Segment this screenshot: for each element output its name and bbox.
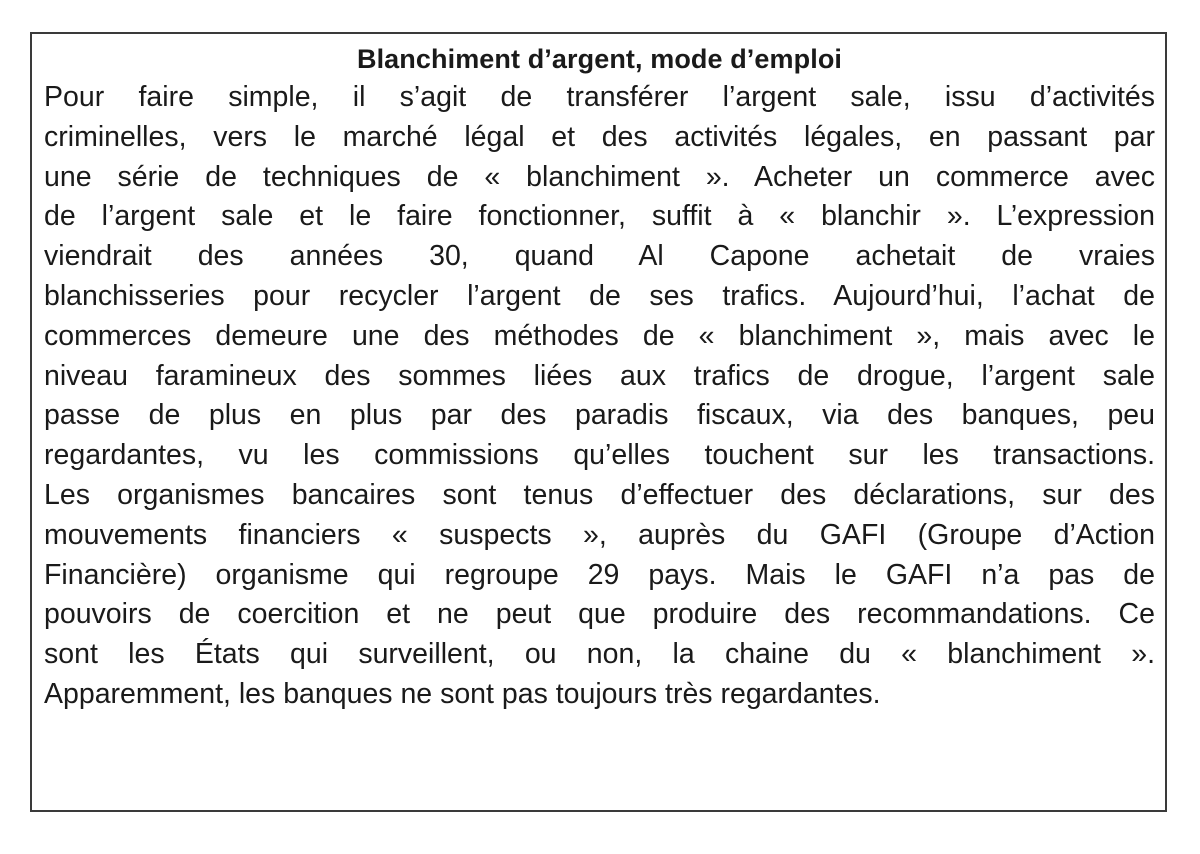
text-line: sont les États qui surveillent, ou non, la chaine du « blanchiment ». bbox=[44, 638, 1155, 671]
document-title: Blanchiment d’argent, mode d’emploi bbox=[356, 44, 843, 74]
text-line: une série de techniques de « blanchiment ». Acheter un commerce avec bbox=[44, 160, 1155, 193]
text-line: de l’argent sale et le faire fonctionner, suffit à « blanchir ». L’expression bbox=[44, 200, 1155, 233]
text-line: criminelles, vers le marché légal et des activités légales, en passant par bbox=[44, 120, 1155, 153]
text-line: passe de plus en plus par des paradis fiscaux, via des banques, peu bbox=[44, 399, 1155, 432]
text-line: Financière) organisme qui regroupe 29 pays. Mais le GAFI n’a pas de bbox=[44, 558, 1155, 591]
text-line: commerces demeure une des méthodes de « blanchiment », mais avec le bbox=[44, 319, 1155, 352]
text-line: blanchisseries pour recycler l’argent de ses trafics. Aujourd’hui, l’achat de bbox=[44, 279, 1155, 312]
text-line: mouvements financiers « suspects », auprès du GAFI (Groupe d’Action bbox=[44, 518, 1155, 551]
text-line: Pour faire simple, il s’agit de transférer l’argent sale, issu d’activités bbox=[44, 81, 1155, 113]
text-line: Apparemment, les banques ne sont pas toujours très regardantes. bbox=[44, 677, 881, 710]
text-line: Les organismes bancaires sont tenus d’effectuer des déclarations, sur des bbox=[44, 478, 1155, 511]
text-line: regardantes, vu les commissions qu’elles touchent sur les transactions. bbox=[44, 439, 1155, 472]
text-line: niveau faramineux des sommes liées aux trafics de drogue, l’argent sale bbox=[44, 359, 1155, 392]
body-paragraph bbox=[44, 78, 1155, 715]
text-line: viendrait des années 30, quand Al Capone achetait de vraies bbox=[44, 240, 1155, 273]
text-box bbox=[30, 32, 1167, 812]
text-line: pouvoirs de coercition et ne peut que produire des recommandations. Ce bbox=[44, 598, 1155, 631]
